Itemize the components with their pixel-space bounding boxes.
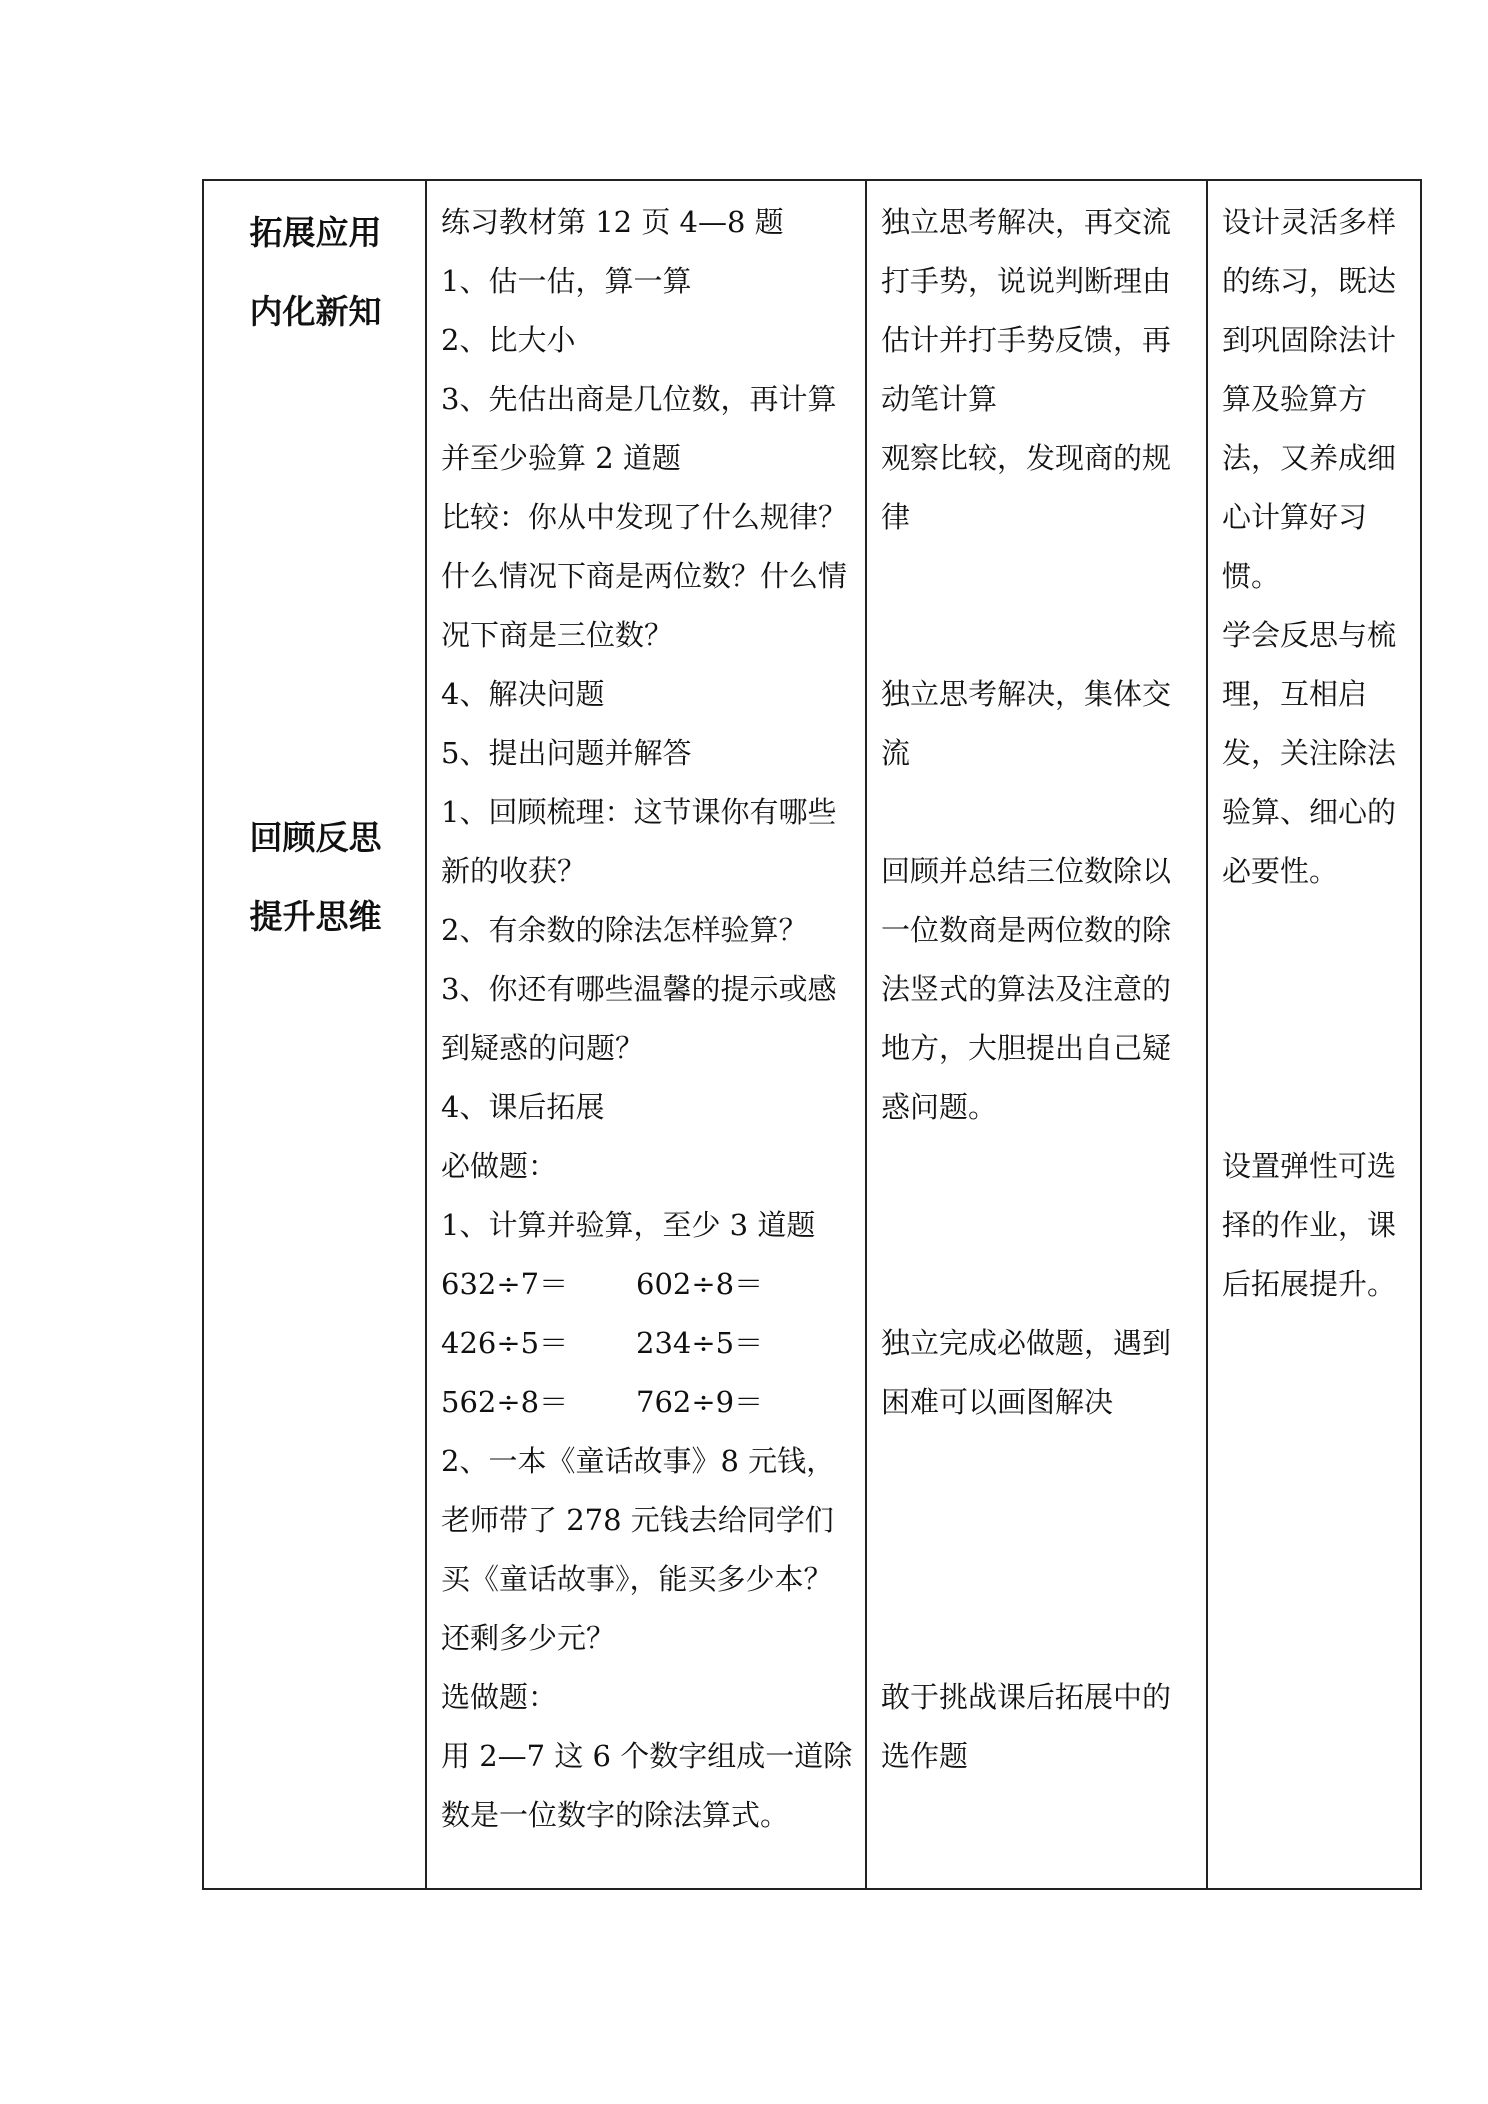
design-intent: 设置弹性可选择的作业，课后拓展提升。	[1222, 1149, 1397, 1301]
student-activity: 独立完成必做题，遇到困难可以画图解决	[881, 1326, 1172, 1419]
student-activity: 回顾并总结三位数除以一位数商是两位数的除法竖式的算法及注意的地方，大胆提出自己疑惑问题。	[881, 854, 1172, 1124]
content-item: 1、估一估，算一算	[441, 264, 692, 298]
content-item: 必做题：	[441, 1149, 558, 1183]
design-intent-column	[1207, 180, 1421, 1889]
student-activity: 观察比较，发现商的规律	[881, 441, 1172, 534]
calc-row	[441, 1255, 853, 1314]
content-item: 4、解决问题	[441, 677, 605, 711]
stage-column	[203, 180, 426, 1889]
calc-expression: 234÷5＝	[636, 1326, 764, 1360]
stage-1-line-1: 拓展应用	[249, 213, 382, 252]
stage-1-line-2: 内化新知	[249, 292, 382, 331]
student-activity: 独立思考解决，再交流打手势，说说判断理由估计并打手势反馈，再动笔计算	[881, 205, 1172, 416]
table-row	[203, 180, 1421, 1889]
calc-row	[441, 1373, 853, 1432]
content-item: 比较：你从中发现了什么规律？什么情况下商是两位数？什么情况下商是三位数？	[441, 500, 848, 652]
content-item: 1、回顾梳理：这节课你有哪些新的收获？	[441, 795, 837, 888]
calc-expression: 762÷9＝	[636, 1385, 764, 1419]
calc-expression: 632÷7＝	[441, 1267, 569, 1301]
design-intent: 设计灵活多样的练习，既达到巩固除法计算及验算方法，又养成细心计算好习惯。	[1222, 205, 1397, 593]
lesson-plan-table	[202, 179, 1422, 1890]
calc-expression: 602÷8＝	[636, 1267, 764, 1301]
content-column	[426, 180, 866, 1889]
student-activity: 敢于挑战课后拓展中的选作题	[881, 1680, 1172, 1773]
content-intro: 练习教材第 12 页 4—8 题	[441, 205, 784, 239]
content-item: 选做题：	[441, 1680, 558, 1714]
content-item: 2、一本《童话故事》8 元钱，老师带了 278 元钱去给同学们买《童话故事》，能买多少本？还剩多少元？	[441, 1444, 836, 1655]
content-item: 3、先估出商是几位数，再计算并至少验算 2 道题	[441, 382, 837, 475]
student-activity: 独立思考解决，集体交流	[881, 677, 1172, 770]
content-item: 2、比大小	[441, 323, 576, 357]
calc-expression: 562÷8＝	[441, 1385, 569, 1419]
calc-expression: 426÷5＝	[441, 1326, 569, 1360]
design-intent: 学会反思与梳理，互相启发，关注除法验算、细心的必要性。	[1222, 618, 1397, 888]
content-item: 2、有余数的除法怎样验算？	[441, 913, 808, 947]
content-item: 用 2—7 这 6 个数字组成一道除数是一位数字的除法算式。	[441, 1739, 853, 1832]
stage-2-line-2: 提升思维	[249, 897, 382, 936]
content-item: 3、你还有哪些温馨的提示或感到疑惑的问题？	[441, 972, 837, 1065]
content-item: 4、课后拓展	[441, 1090, 605, 1124]
content-item: 1、计算并验算，至少 3 道题	[441, 1208, 816, 1242]
calc-row	[441, 1314, 853, 1373]
student-activity-column	[866, 180, 1207, 1889]
content-item: 5、提出问题并解答	[441, 736, 692, 770]
stage-2-line-1: 回顾反思	[249, 818, 382, 857]
